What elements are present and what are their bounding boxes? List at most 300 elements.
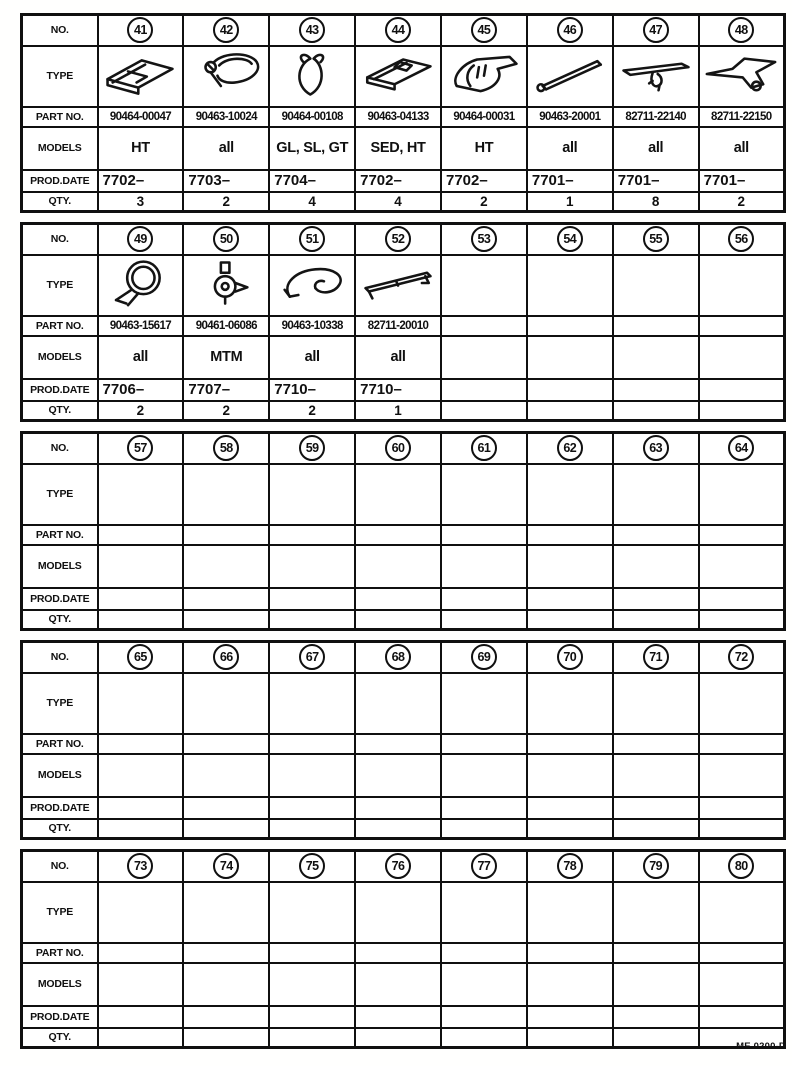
part-no-cell [441,734,527,754]
models-cell [613,754,699,797]
no-cell [355,15,441,46]
models-cell [355,545,441,588]
row-label-part-no: PART NO. [22,734,98,754]
qty-cell [699,819,785,839]
row-part-no [22,943,785,963]
circled-part-number: 67 [299,644,325,670]
qty-cell: 2 [98,401,184,421]
circled-part-number: 64 [728,435,754,461]
prod-date-cell: 7704– [269,170,355,192]
qty-cell: 2 [183,192,269,212]
prod-date-cell [613,588,699,610]
part-no-cell: 90463-15617 [98,316,184,336]
type-cell [269,46,355,107]
circled-part-number: 60 [385,435,411,461]
circled-part-number: 62 [557,435,583,461]
qty-cell: 4 [269,192,355,212]
cover-clip-icon [443,48,525,100]
qty-cell [527,819,613,839]
part-no-cell [269,943,355,963]
type-cell [441,673,527,734]
no-cell [699,433,785,464]
part-no-cell [98,943,184,963]
row-label-qty: QTY. [22,819,98,839]
type-cell [355,464,441,525]
circled-part-number: 56 [728,226,754,252]
no-cell [441,433,527,464]
circled-part-number: 77 [471,853,497,879]
type-cell [699,255,785,316]
part-no-cell [613,316,699,336]
parts-table-57-64 [20,431,786,631]
no-cell [613,433,699,464]
part-no-cell: 82711-22150 [699,107,785,127]
prod-date-cell [699,1006,785,1028]
row-prod-date [22,379,785,401]
row-label-type: TYPE [22,882,98,943]
prod-date-cell [355,797,441,819]
part-no-cell [355,734,441,754]
row-models [22,754,785,797]
type-cell [269,255,355,316]
qty-cell [355,1028,441,1048]
models-cell [527,963,613,1006]
prod-date-cell [527,588,613,610]
qty-cell [527,401,613,421]
qty-cell: 3 [98,192,184,212]
hose-clamp-icon [185,48,267,100]
qty-cell [269,610,355,630]
no-cell [183,224,269,255]
no-cell [527,642,613,673]
models-cell [98,754,184,797]
no-cell [269,15,355,46]
models-cell [269,963,355,1006]
qty-cell [441,1028,527,1048]
circled-part-number: 47 [643,17,669,43]
row-label-no: NO. [22,642,98,673]
no-cell [613,224,699,255]
circled-part-number: 63 [643,435,669,461]
part-no-cell [527,943,613,963]
row-no [22,642,785,673]
row-label-part-no: PART NO. [22,943,98,963]
circled-part-number: 70 [557,644,583,670]
circled-part-number: 68 [385,644,411,670]
type-cell [98,46,184,107]
parts-table-65-72 [20,640,786,840]
no-cell [699,15,785,46]
qty-cell [355,819,441,839]
no-cell [441,851,527,882]
type-cell [699,882,785,943]
row-label-no: NO. [22,224,98,255]
type-cell [269,882,355,943]
circled-part-number: 76 [385,853,411,879]
models-cell: GL, SL, GT [269,127,355,170]
part-no-cell [98,525,184,545]
qty-cell: 1 [355,401,441,421]
part-no-cell: 82711-20010 [355,316,441,336]
type-cell [441,882,527,943]
row-label-qty: QTY. [22,401,98,421]
circled-part-number: 75 [299,853,325,879]
row-models [22,336,785,379]
qty-cell [527,610,613,630]
qty-cell [613,819,699,839]
part-no-cell: 82711-22140 [613,107,699,127]
no-cell [527,15,613,46]
type-cell [355,673,441,734]
models-cell: all [527,127,613,170]
models-cell [355,963,441,1006]
type-cell [355,255,441,316]
no-cell [183,851,269,882]
row-label-no: NO. [22,15,98,46]
type-cell [699,46,785,107]
row-label-part-no: PART NO. [22,316,98,336]
row-prod-date [22,1006,785,1028]
qty-cell [183,819,269,839]
circled-part-number: 52 [385,226,411,252]
type-cell [98,255,184,316]
prod-date-cell [183,1006,269,1028]
row-prod-date [22,797,785,819]
no-cell [98,433,184,464]
row-prod-date [22,588,785,610]
circled-part-number: 58 [213,435,239,461]
no-cell [699,851,785,882]
prod-date-cell: 7702– [355,170,441,192]
part-no-cell: 90464-00047 [98,107,184,127]
no-cell [355,642,441,673]
no-cell [699,642,785,673]
row-label-prod-date: PROD.DATE [22,797,98,819]
type-cell [613,882,699,943]
push-pin-clip-icon [185,257,267,309]
row-models [22,963,785,1006]
no-cell [441,15,527,46]
part-no-cell [613,943,699,963]
row-label-type: TYPE [22,673,98,734]
part-no-cell: 90461-06086 [183,316,269,336]
part-no-cell [183,943,269,963]
models-cell [269,754,355,797]
row-label-qty: QTY. [22,610,98,630]
tee-molding-clip-icon [615,48,697,100]
no-cell [269,224,355,255]
part-no-cell: 90463-10338 [269,316,355,336]
prod-date-cell [699,379,785,401]
prod-date-cell [699,588,785,610]
parts-table-49-56 [20,222,786,422]
prod-date-cell [98,1006,184,1028]
part-no-cell: 90463-10024 [183,107,269,127]
type-cell [613,255,699,316]
bar-retainer-icon [357,257,439,309]
prod-date-cell [441,379,527,401]
wire-loop-tie-icon [271,48,353,100]
qty-cell [613,401,699,421]
qty-cell [269,1028,355,1048]
row-part-no [22,525,785,545]
qty-cell [441,819,527,839]
no-cell [613,15,699,46]
prod-date-cell: 7701– [527,170,613,192]
row-qty [22,1028,785,1048]
prod-date-cell: 7703– [183,170,269,192]
prod-date-cell: 7710– [355,379,441,401]
models-cell [355,754,441,797]
type-cell [269,464,355,525]
qty-cell: 1 [527,192,613,212]
row-label-qty: QTY. [22,192,98,212]
part-no-cell: 90463-04133 [355,107,441,127]
qty-cell: 4 [355,192,441,212]
row-label-prod-date: PROD.DATE [22,1006,98,1028]
models-cell [441,963,527,1006]
no-cell [98,15,184,46]
row-label-prod-date: PROD.DATE [22,379,98,401]
prod-date-cell [613,797,699,819]
prod-date-cell: 7701– [613,170,699,192]
band-clamp-icon [357,48,439,100]
page-code: ME 0200-D [736,1041,786,1052]
part-no-cell [527,734,613,754]
qty-cell [183,1028,269,1048]
circled-part-number: 66 [213,644,239,670]
no-cell [269,851,355,882]
qty-cell [527,1028,613,1048]
row-no [22,15,785,46]
part-no-cell: 90464-00108 [269,107,355,127]
models-cell [269,545,355,588]
no-cell [98,642,184,673]
models-cell [699,545,785,588]
type-cell [355,46,441,107]
type-cell [527,46,613,107]
circled-part-number: 51 [299,226,325,252]
circled-part-number: 78 [557,853,583,879]
row-label-type: TYPE [22,464,98,525]
type-cell [98,673,184,734]
type-cell [699,673,785,734]
models-cell [699,963,785,1006]
models-cell [183,963,269,1006]
type-cell [269,673,355,734]
no-cell [355,851,441,882]
prod-date-cell [183,588,269,610]
circled-part-number: 57 [127,435,153,461]
sheet-metal-clip-icon [99,48,181,100]
no-cell [183,433,269,464]
prod-date-cell: 7710– [269,379,355,401]
row-label-models: MODELS [22,963,98,1006]
row-prod-date [22,170,785,192]
no-cell [355,224,441,255]
prod-date-cell: 7701– [699,170,785,192]
prod-date-cell [699,797,785,819]
circled-part-number: 55 [643,226,669,252]
models-cell [699,754,785,797]
prod-date-cell [355,588,441,610]
part-no-cell [441,943,527,963]
no-cell [98,851,184,882]
row-label-type: TYPE [22,46,98,107]
part-no-cell [699,734,785,754]
circled-part-number: 73 [127,853,153,879]
ring-clamp-icon [99,257,181,309]
prod-date-cell [613,1006,699,1028]
prod-date-cell [269,588,355,610]
row-label-models: MODELS [22,545,98,588]
models-cell [98,545,184,588]
row-qty [22,401,785,421]
qty-cell [441,401,527,421]
part-no-cell [183,525,269,545]
prod-date-cell [269,797,355,819]
circled-part-number: 59 [299,435,325,461]
type-cell [527,255,613,316]
row-label-models: MODELS [22,127,98,170]
row-label-no: NO. [22,851,98,882]
prod-date-cell [98,588,184,610]
circled-part-number: 69 [471,644,497,670]
part-no-cell [527,316,613,336]
row-label-prod-date: PROD.DATE [22,170,98,192]
models-cell [527,336,613,379]
models-cell [699,336,785,379]
models-cell: all [269,336,355,379]
qty-cell [699,610,785,630]
part-no-cell [269,734,355,754]
type-cell [527,882,613,943]
row-label-part-no: PART NO. [22,107,98,127]
part-no-cell [699,525,785,545]
no-cell [699,224,785,255]
qty-cell: 2 [699,192,785,212]
circled-part-number: 48 [728,17,754,43]
qty-cell: 8 [613,192,699,212]
circled-part-number: 71 [643,644,669,670]
models-cell [613,545,699,588]
models-cell: all [699,127,785,170]
type-cell [441,255,527,316]
prod-date-cell [527,797,613,819]
prod-date-cell [527,1006,613,1028]
prod-date-cell: 7702– [98,170,184,192]
row-type [22,673,785,734]
type-cell [527,464,613,525]
models-cell: all [98,336,184,379]
prod-date-cell [269,1006,355,1028]
row-label-type: TYPE [22,255,98,316]
no-cell [527,851,613,882]
no-cell [355,433,441,464]
prod-date-cell [441,797,527,819]
prod-date-cell [441,1006,527,1028]
circled-part-number: 72 [728,644,754,670]
tables-root [20,13,786,1049]
type-cell [183,255,269,316]
row-label-prod-date: PROD.DATE [22,588,98,610]
qty-cell [613,1028,699,1048]
row-models [22,127,785,170]
circled-part-number: 46 [557,17,583,43]
prod-date-cell: 7707– [183,379,269,401]
arrow-clip-icon [700,48,782,100]
circled-part-number: 41 [127,17,153,43]
qty-cell [355,610,441,630]
circled-part-number: 50 [213,226,239,252]
row-part-no [22,734,785,754]
models-cell [527,754,613,797]
qty-cell [98,819,184,839]
prod-date-cell [183,797,269,819]
qty-cell: 2 [441,192,527,212]
models-cell: HT [441,127,527,170]
models-cell [441,545,527,588]
qty-cell: 2 [183,401,269,421]
no-cell [269,433,355,464]
no-cell [527,224,613,255]
row-label-qty: QTY. [22,1028,98,1048]
circled-part-number: 43 [299,17,325,43]
part-no-cell [613,525,699,545]
row-type [22,46,785,107]
part-no-cell [613,734,699,754]
circled-part-number: 54 [557,226,583,252]
part-no-cell [355,525,441,545]
prod-date-cell [98,797,184,819]
models-cell: all [355,336,441,379]
row-no [22,851,785,882]
row-qty [22,192,785,212]
part-no-cell [699,943,785,963]
part-no-cell: 90463-20001 [527,107,613,127]
type-cell [98,882,184,943]
parts-table-41-48 [20,13,786,213]
row-no [22,224,785,255]
prod-date-cell: 7702– [441,170,527,192]
circled-part-number: 65 [127,644,153,670]
no-cell [441,642,527,673]
no-cell [441,224,527,255]
no-cell [527,433,613,464]
type-cell [183,464,269,525]
models-cell: HT [98,127,184,170]
type-cell [355,882,441,943]
row-label-models: MODELS [22,754,98,797]
circled-part-number: 49 [127,226,153,252]
no-cell [613,851,699,882]
circled-part-number: 79 [643,853,669,879]
prod-date-cell [355,1006,441,1028]
type-cell [613,464,699,525]
part-no-cell [98,734,184,754]
qty-cell [699,401,785,421]
qty-cell [183,610,269,630]
circled-part-number: 44 [385,17,411,43]
models-cell: SED, HT [355,127,441,170]
qty-cell [613,610,699,630]
type-cell [699,464,785,525]
circled-part-number: 42 [213,17,239,43]
row-label-no: NO. [22,433,98,464]
qty-cell [441,610,527,630]
row-type [22,464,785,525]
models-cell [98,963,184,1006]
